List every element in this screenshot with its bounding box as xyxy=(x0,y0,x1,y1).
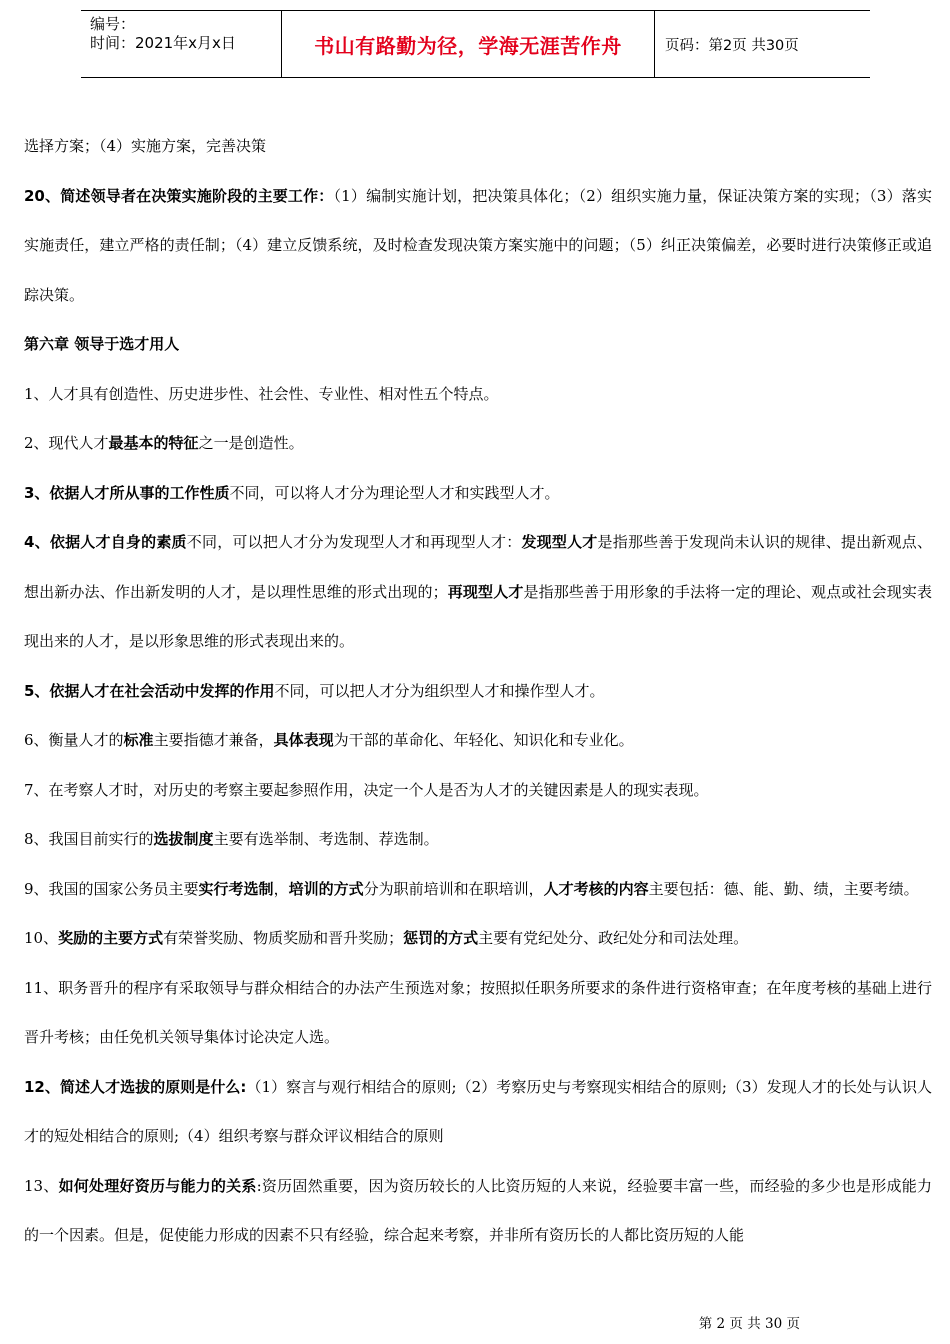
page-header xyxy=(81,10,870,78)
paragraph: 5、依据人才在社会活动中发挥的作用不同，可以把人才分为组织型人才和操作型人才。 xyxy=(24,681,605,700)
paragraph: 20、简述领导者在决策实施阶段的主要工作：（1）编制实施计划，把决策具体化；（2）组织实施力量，保证决策方案的实现；（3）落实实施责任，建立严格的责任制；（4）建立反馈系统，及时检查发现决策方案实施中的问题；（5）纠正决策偏差，必要时进行决策修正或追踪决策。 xyxy=(24,186,932,304)
chapter-heading: 第六章 领导于选才用人 xyxy=(24,335,180,353)
date-label: 时间：2021年x月x日 xyxy=(90,34,236,52)
paragraph: 8、我国目前实行的选拔制度主要有选举制、考选制、荐选制。 xyxy=(24,830,439,848)
paragraph: 9、我国的国家公务员主要实行考选制，培训的方式分为职前培训和在职培训，人才考核的内容主要包括：德、能、勤、绩，主要考绩。 xyxy=(24,879,919,898)
paragraph: 2、现代人才最基本的特征之一是创造性。 xyxy=(24,434,304,452)
paragraph: 6、衡量人才的标准主要指德才兼备，具体表现为干部的革命化、年轻化、知识化和专业化。 xyxy=(24,731,634,749)
header-page-label: 页码：第2页 共30页 xyxy=(665,37,799,54)
document-body xyxy=(24,122,932,1261)
paragraph: 13、如何处理好资历与能力的关系:资历固然重要，因为资历较长的人比资历短的人来说，经验要丰富一些，而经验的多少也是形成能力的一个因素。但是，促使能力形成的因素不只有经验，综合起来考察，并非所有资历长的人都比资历短的人能 xyxy=(24,1176,932,1244)
header-meta xyxy=(81,11,281,77)
paragraph: 12、简述人才选拔的原则是什么:（1）察言与观行相结合的原则;（2）考察历史与考察现实相结合的原则;（3）发现人才的长处与认识人才的短处相结合的原则;（4）组织考察与群众评议相结合的原则 xyxy=(24,1077,933,1145)
paragraph: 11、职务晋升的程序有采取领导与群众相结合的办法产生预选对象；按照拟任职务所要求的条件进行资格审查；在年度考核的基础上进行晋升考核；由任免机关领导集体讨论决定人选。 xyxy=(24,978,932,1046)
number-label: 编号： xyxy=(90,15,136,33)
paragraph: 4、依据人才自身的素质不同，可以把人才分为发现型人才和再现型人才：发现型人才是指那些善于发现尚未认识的规律、提出新观点、想出新办法、作出新发明的人才，是以理性思维的形式出现的；再现型人才是指那些善于用形象的手法将一定的理论、观点或社会现实表现出来的人才，是以形象思维的形式表现出来的。 xyxy=(24,533,932,650)
paragraph: 7、在考察人才时，对历史的考察主要起参照作用，决定一个人是否为人才的关键因素是人的现实表现。 xyxy=(24,780,709,799)
paragraph: 10、奖励的主要方式有荣誉奖励、物质奖励和晋升奖励；惩罚的方式主要有党纪处分、政纪处分和司法处理。 xyxy=(24,929,749,947)
paragraph: 1、人才具有创造性、历史进步性、社会性、专业性、相对性五个特点。 xyxy=(24,384,499,403)
paragraph: 3、依据人才所从事的工作性质不同，可以将人才分为理论型人才和实践型人才。 xyxy=(24,483,560,502)
page-footer: 第 2 页 共 30 页 xyxy=(698,1316,800,1332)
header-motto: 书山有路勤为径，学海无涯苦作舟 xyxy=(281,11,655,77)
paragraph: 选择方案；（4）实施方案，完善决策 xyxy=(24,137,267,155)
